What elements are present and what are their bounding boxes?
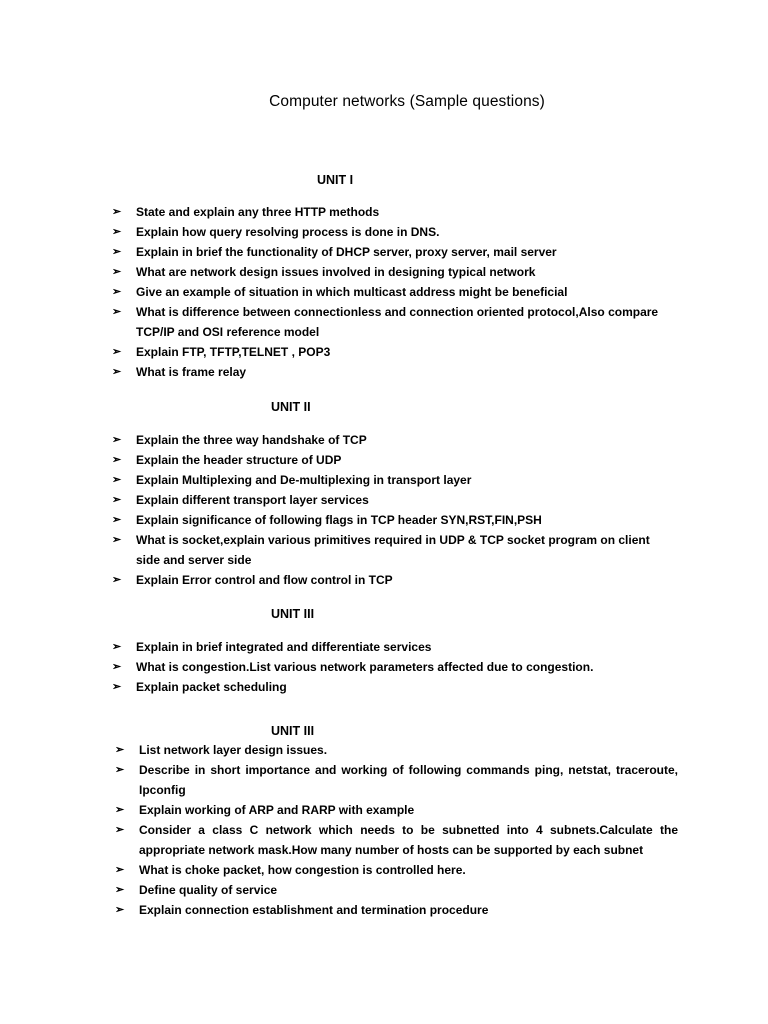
list-item: ➢ What is socket,explain various primitives required in UDP & TCP socket program on client side and server side <box>112 530 672 570</box>
list-item: ➢ Describe in short importance and working of following commands ping, netstat, traceroute, Ipconfig <box>115 760 678 800</box>
unit-1-question-list <box>112 202 672 382</box>
unit-1-heading: UNIT I <box>317 173 354 187</box>
unit-4-question-list <box>115 740 678 920</box>
arrow-bullet-icon: ➢ <box>112 306 122 318</box>
list-item: ➢ State and explain any three HTTP methods <box>112 202 672 222</box>
list-item: ➢ Define quality of service <box>115 880 678 900</box>
list-item: ➢ Explain in brief integrated and differentiate services <box>112 637 672 657</box>
list-item: ➢ Explain FTP, TFTP,TELNET , POP3 <box>112 342 672 362</box>
list-item: ➢ What is frame relay <box>112 362 672 382</box>
arrow-bullet-icon: ➢ <box>115 824 125 836</box>
arrow-bullet-icon: ➢ <box>112 454 122 466</box>
unit-3-question-list <box>112 637 672 697</box>
arrow-bullet-icon: ➢ <box>112 286 122 298</box>
arrow-bullet-icon: ➢ <box>115 864 125 876</box>
list-item: ➢ Explain Multiplexing and De-multiplexing in transport layer <box>112 470 672 490</box>
unit-2-question-list <box>112 430 672 590</box>
list-item: ➢ Explain in brief the functionality of DHCP server, proxy server, mail server <box>112 242 672 262</box>
list-item: ➢ Explain Error control and flow control in TCP <box>112 570 672 590</box>
arrow-bullet-icon: ➢ <box>112 661 122 673</box>
arrow-bullet-icon: ➢ <box>112 534 122 546</box>
list-item: ➢ Consider a class C network which needs to be subnetted into 4 subnets.Calculate the appropriate network mask.How many number of hosts can be supported by each subnet <box>115 820 678 860</box>
list-item: ➢ Give an example of situation in which multicast address might be beneficial <box>112 282 672 302</box>
list-item: ➢ Explain how query resolving process is done in DNS. <box>112 222 672 242</box>
arrow-bullet-icon: ➢ <box>115 744 125 756</box>
list-item: ➢ Explain packet scheduling <box>112 677 672 697</box>
unit-3-heading: UNIT III <box>271 607 315 621</box>
list-item: ➢ List network layer design issues. <box>115 740 678 760</box>
arrow-bullet-icon: ➢ <box>112 366 122 378</box>
arrow-bullet-icon: ➢ <box>112 246 122 258</box>
arrow-bullet-icon: ➢ <box>115 764 125 776</box>
arrow-bullet-icon: ➢ <box>112 434 122 446</box>
arrow-bullet-icon: ➢ <box>112 514 122 526</box>
unit-2-heading: UNIT II <box>271 400 311 414</box>
arrow-bullet-icon: ➢ <box>112 226 122 238</box>
list-item: ➢ Explain the header structure of UDP <box>112 450 672 470</box>
arrow-bullet-icon: ➢ <box>112 494 122 506</box>
unit-4-heading: UNIT III <box>271 724 315 738</box>
arrow-bullet-icon: ➢ <box>115 804 125 816</box>
arrow-bullet-icon: ➢ <box>112 266 122 278</box>
list-item: ➢ Explain the three way handshake of TCP <box>112 430 672 450</box>
list-item: ➢ What is difference between connectionless and connection oriented protocol,Also compare TCP/IP and OSI reference model <box>112 302 672 342</box>
list-item: ➢ What are network design issues involved in designing typical network <box>112 262 672 282</box>
list-item: ➢ Explain connection establishment and termination procedure <box>115 900 678 920</box>
arrow-bullet-icon: ➢ <box>112 574 122 586</box>
arrow-bullet-icon: ➢ <box>115 884 125 896</box>
list-item: ➢ Explain working of ARP and RARP with example <box>115 800 678 820</box>
list-item: ➢ What is choke packet, how congestion is controlled here. <box>115 860 678 880</box>
list-item: ➢ What is congestion.List various network parameters affected due to congestion. <box>112 657 672 677</box>
page-title: Computer networks (Sample questions) <box>269 93 545 110</box>
arrow-bullet-icon: ➢ <box>112 346 122 358</box>
arrow-bullet-icon: ➢ <box>112 681 122 693</box>
arrow-bullet-icon: ➢ <box>112 206 122 218</box>
arrow-bullet-icon: ➢ <box>112 641 122 653</box>
arrow-bullet-icon: ➢ <box>112 474 122 486</box>
arrow-bullet-icon: ➢ <box>115 904 125 916</box>
list-item: ➢ Explain significance of following flags in TCP header SYN,RST,FIN,PSH <box>112 510 672 530</box>
list-item: ➢ Explain different transport layer services <box>112 490 672 510</box>
